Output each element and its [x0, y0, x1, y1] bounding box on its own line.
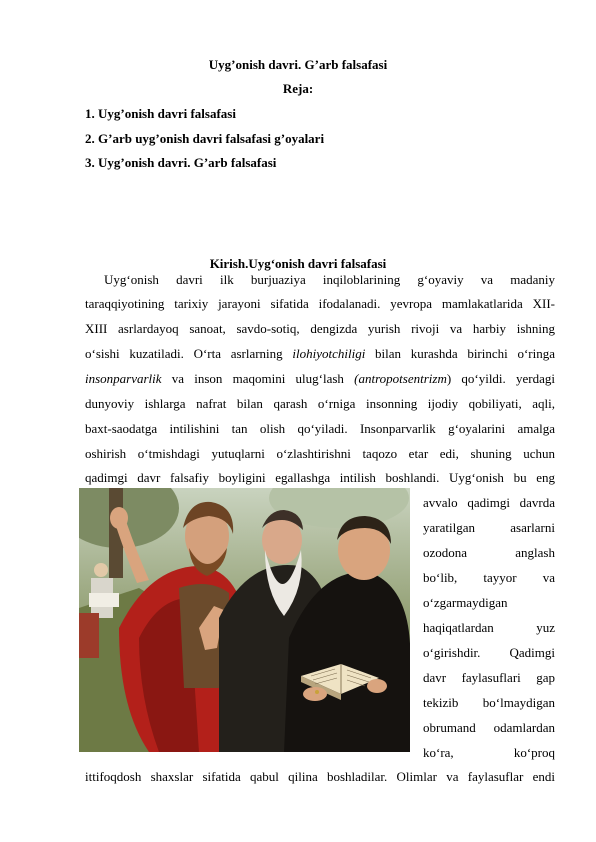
wrap-line-9: tekizib bo‘lmaydigan: [423, 695, 555, 710]
body-line-5-end: ) qo‘yildi. yerdagi: [446, 371, 555, 386]
plan-item-1-number: 1: [85, 106, 92, 121]
body-line-last: ittifoqdosh shaxslar sifatida qabul qilina boshladilar. Olimlar va faylasuflar endi: [85, 769, 555, 784]
wrap-line-8: davr faylasuflari gap: [423, 670, 555, 685]
term-antropotsentrizm: (antropotsentrizm: [354, 371, 447, 386]
body-line-9: qadimgi davr falsafiy boyligini egallashga intilish boshlandi. Uyg‘onish bu eng: [85, 470, 555, 485]
body-line-5: [85, 371, 555, 387]
renaissance-painting: [79, 488, 410, 752]
section-heading: Kirish.Uyg‘onish davri falsafasi: [209, 256, 387, 271]
page-title: Uyg’onish davri. G’arb falsafasi: [208, 57, 388, 72]
wrap-line-6: haqiqatlardan yuz: [423, 620, 555, 635]
plan-heading: Reja:: [282, 81, 314, 96]
plan-item-1: [85, 106, 236, 122]
term-insonparvarlik: insonparvarlik: [85, 371, 162, 386]
wrap-line-10: obrumand odamlardan: [423, 720, 555, 735]
body-line-2: taraqqiyotining tarixiy jarayoni sifatida ifodalanadi. yevropa mamlakatlarida XII-: [85, 296, 555, 311]
wrap-line-11: ko‘ra, ko‘proq: [423, 745, 555, 760]
body-line-8: oshirish o‘tmishdagi yutuqlarni o‘zlashtirishni taqozo etar edi, shuning uchun: [85, 446, 555, 461]
plan-item-1-text: . Uyg’onish davri falsafasi: [91, 106, 236, 121]
wrap-line-4: bo‘lib, tayyor va: [423, 570, 555, 585]
body-line-4-start: o‘sishi kuzatiladi. O‘rta asrlarning: [85, 346, 293, 361]
wrap-line-3: ozodona anglash: [423, 545, 555, 560]
term-ilohiyotchiligi: ilohiyotchiligi: [292, 346, 366, 361]
wrap-line-2: yaratilgan asarlarni: [423, 520, 555, 535]
body-line-7: baxt-saodatga intilishini tan olish qo‘yiladi. Insonparvarlik g‘oyalarini amalga: [85, 421, 555, 436]
body-line-4: [85, 346, 555, 362]
wrap-line-5: o‘zgarmaydigan: [423, 595, 508, 610]
body-line-5-mid: va inson maqomini ulug‘lash: [161, 371, 355, 386]
wrap-line-7: o‘girishdir. Qadimgi: [423, 645, 555, 660]
body-line-6: dunyoviy ishlarga nafrat bilan qarash o‘rniga insonning ijodiy qobiliyati, aqli,: [85, 396, 555, 411]
body-line-4-end: bilan kurashda birinchi o‘ringa: [365, 346, 555, 361]
body-line-1: Uyg‘onish davri ilk burjuaziya inqiloblarining g‘oyaviy va madaniy: [104, 272, 555, 287]
wrap-line-1: avvalo qadimgi davrda: [423, 495, 555, 510]
plan-item-3: 3. Uyg’onish davri. G’arb falsafasi: [85, 155, 277, 170]
plan-item-2: 2. G’arb uyg’onish davri falsafasi g’oyalari: [85, 131, 325, 146]
body-line-3: XIII asrlardayoq sanoat, savdo-sotiq, dengizda yurish rivoji va harbiy ishning: [85, 321, 555, 336]
